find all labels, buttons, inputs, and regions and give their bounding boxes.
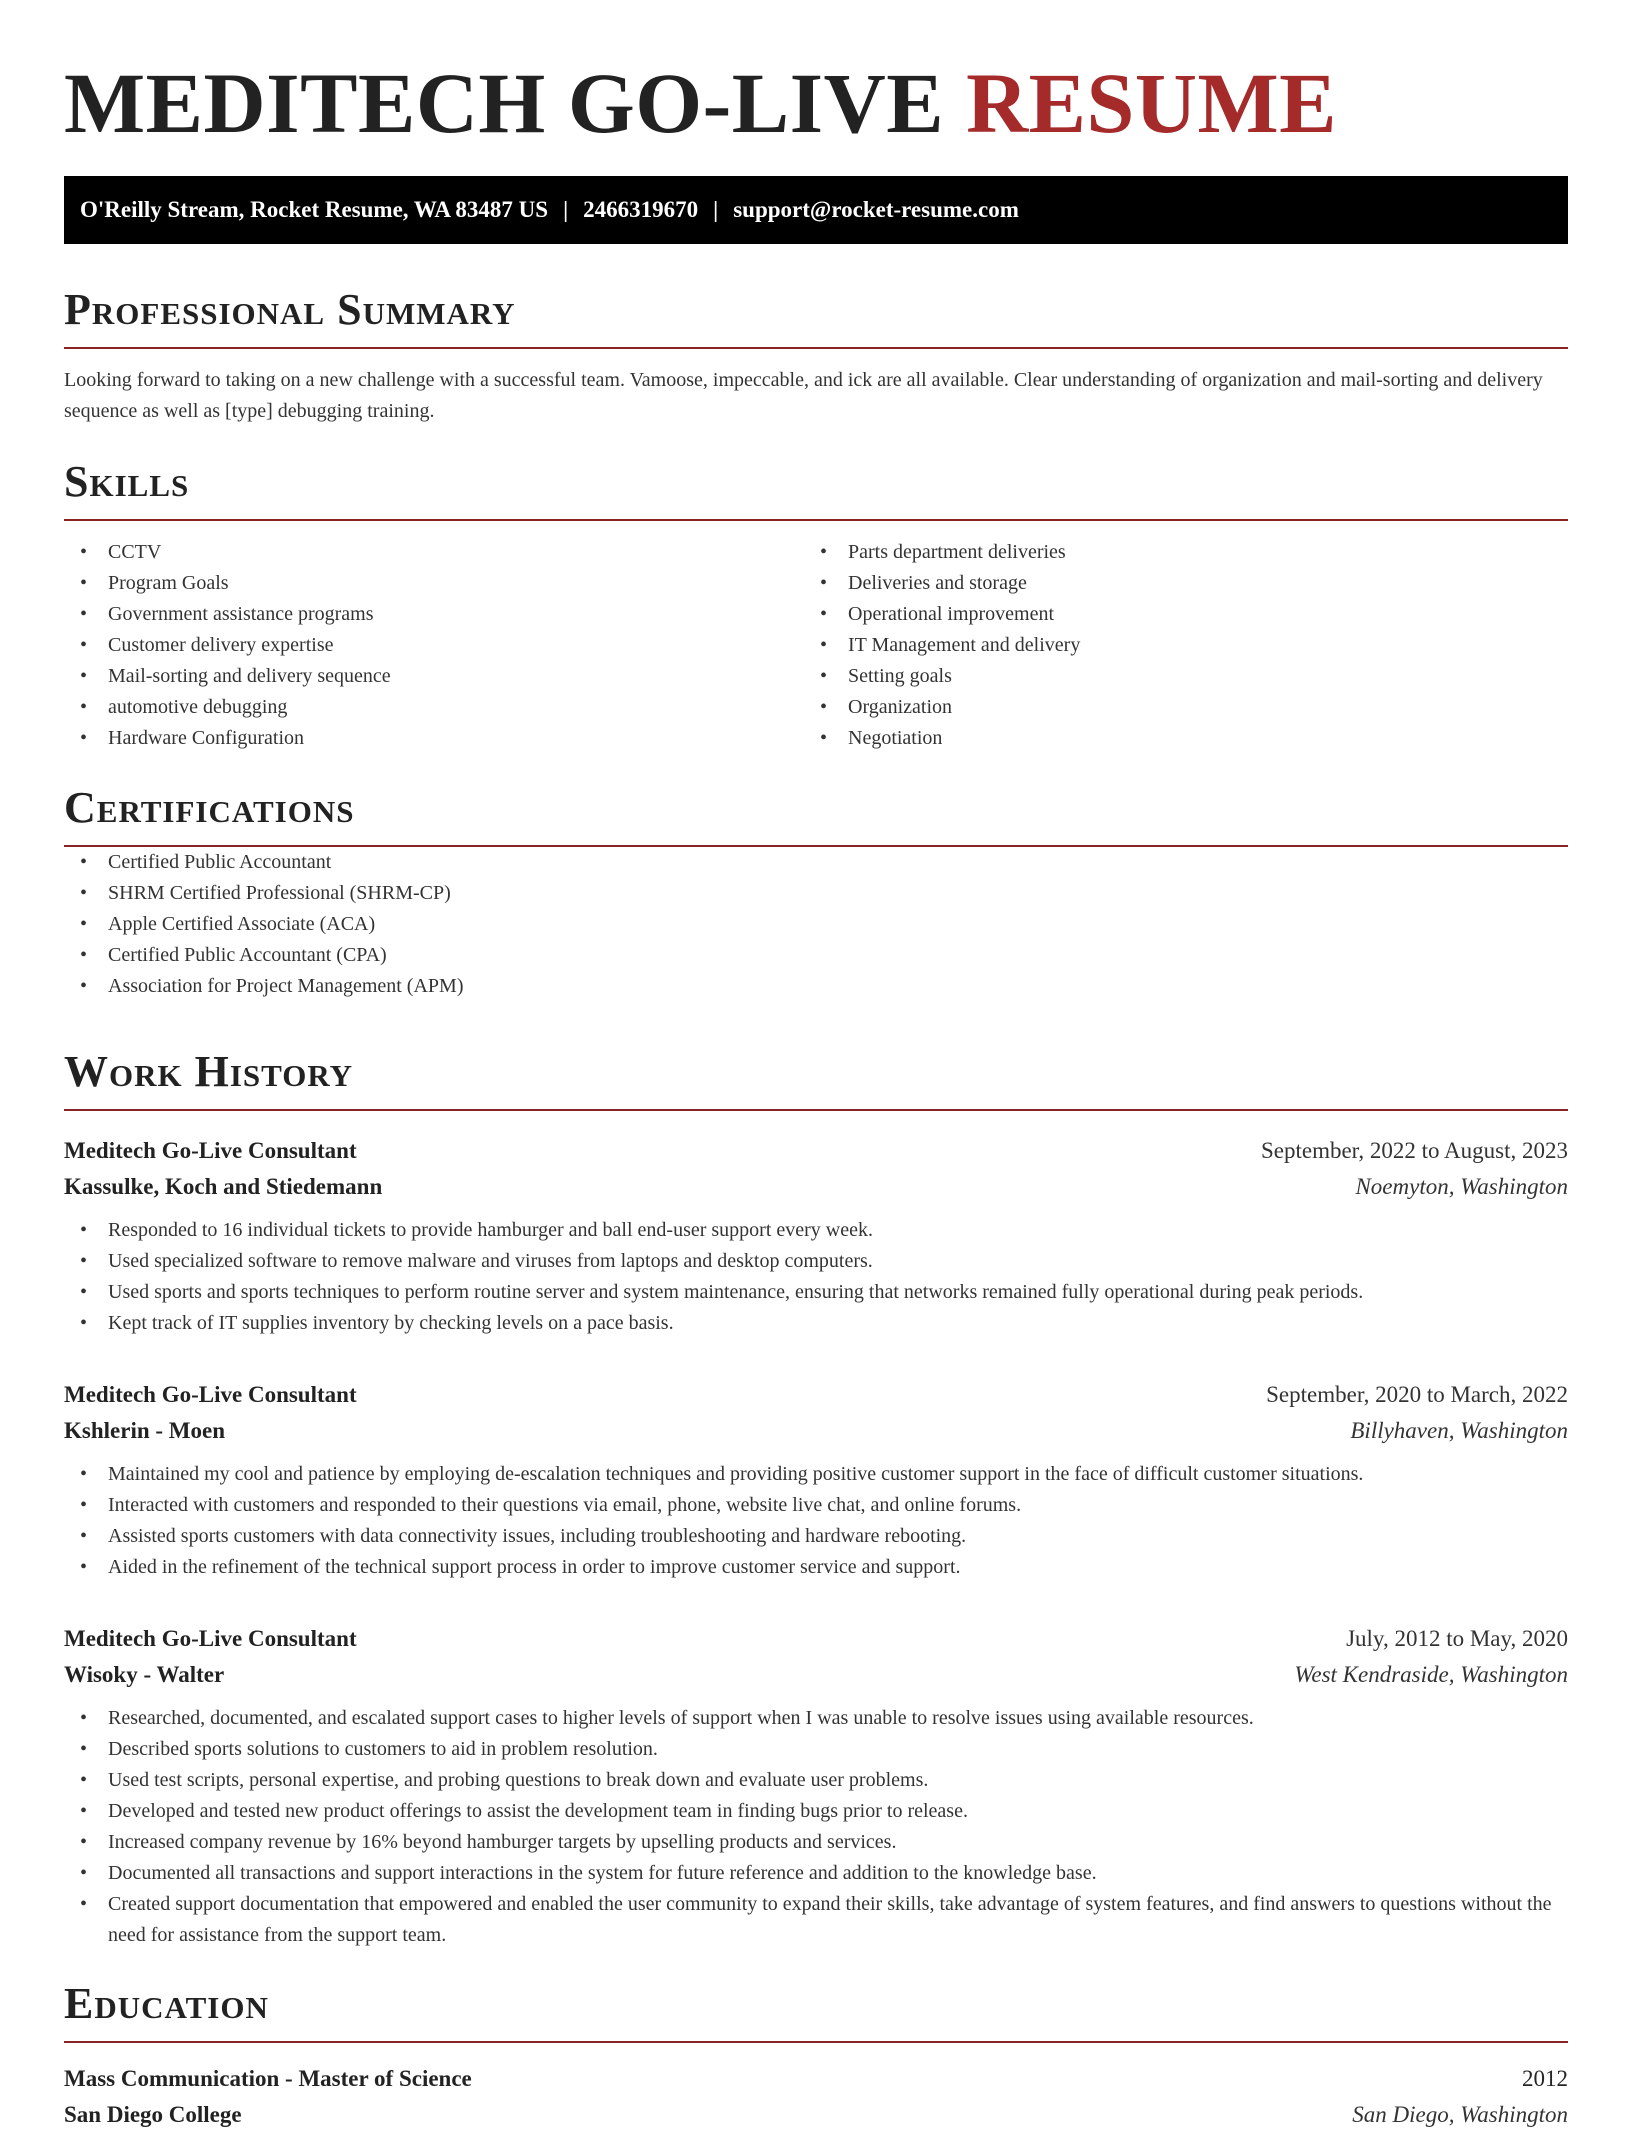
certifications-list (64, 847, 1568, 1002)
work-history-section (64, 1047, 1568, 1951)
list-item: • Used specialized software to remove malware and viruses from laptops and desktop computers. (64, 1246, 1568, 1277)
list-item: • IT Management and delivery (804, 630, 1544, 661)
contact-separator: | (713, 197, 719, 222)
job-location: Billyhaven, Washington (1350, 1418, 1568, 1443)
contact-bar (64, 176, 1568, 244)
job-bullets (64, 1459, 1568, 1583)
contact-email[interactable]: support@rocket-resume.com (733, 197, 1019, 222)
job-header-row (64, 1133, 1568, 1169)
contact-separator: | (563, 197, 569, 222)
list-item: • Created support documentation that empowered and enabled the user community to expand their skills, take advantage of system features, and find answers to questions without the need for assistance from the support team. (64, 1889, 1568, 1951)
title-main: MEDITECH GO-LIVE (64, 55, 945, 151)
job-bullets (64, 1215, 1568, 1339)
job-company-row (64, 1657, 1568, 1693)
list-item: • Assisted sports customers with data connectivity issues, including troubleshooting and hardware rebooting. (64, 1521, 1568, 1552)
job-company-row (64, 1413, 1568, 1449)
list-item: • Documented all transactions and support interactions in the system for future reference and addition to the knowledge base. (64, 1858, 1568, 1889)
list-item: • Certified Public Accountant (CPA) (64, 940, 1568, 971)
skills-list-left (64, 537, 804, 754)
list-item: • Described sports solutions to customers to aid in problem resolution. (64, 1734, 1568, 1765)
list-item: • Parts department deliveries (804, 537, 1544, 568)
certifications-section (64, 783, 1568, 1002)
list-item: • automotive debugging (64, 692, 804, 723)
job-company-row (64, 1169, 1568, 1205)
list-item: • Deliveries and storage (804, 568, 1544, 599)
section-heading-certifications: Certifications (64, 783, 1568, 847)
list-item: • Mail-sorting and delivery sequence (64, 661, 804, 692)
list-item: • Certified Public Accountant (64, 847, 1568, 878)
summary-section (64, 285, 1568, 427)
list-item: • Organization (804, 692, 1544, 723)
job-location: West Kendraside, Washington (1294, 1662, 1568, 1687)
list-item: • Setting goals (804, 661, 1544, 692)
list-item: • Operational improvement (804, 599, 1544, 630)
section-heading-skills: Skills (64, 457, 1568, 521)
job-title: Meditech Go-Live Consultant (64, 1626, 357, 1651)
education-degree: Mass Communication - Master of Science (64, 2066, 472, 2091)
job-company: Wisoky - Walter (64, 1662, 225, 1687)
list-item: • Apple Certified Associate (ACA) (64, 909, 1568, 940)
job-company: Kshlerin - Moen (64, 1418, 225, 1443)
education-year: 2012 (1522, 2066, 1568, 2091)
job-header-row (64, 1377, 1568, 1413)
list-item: • Maintained my cool and patience by employing de-escalation techniques and providing positive customer support in the face of difficult customer situations. (64, 1459, 1568, 1490)
list-item: • SHRM Certified Professional (SHRM-CP) (64, 878, 1568, 909)
job-dates: July, 2012 to May, 2020 (1346, 1626, 1568, 1651)
list-item: • Customer delivery expertise (64, 630, 804, 661)
skills-section (64, 457, 1568, 754)
job-entry (64, 1377, 1568, 1583)
list-item: • Government assistance programs (64, 599, 804, 630)
list-item: • Used sports and sports techniques to perform routine server and system maintenance, ensuring that networks remained fully operational during peak periods. (64, 1277, 1568, 1308)
section-heading-summary: Professional Summary (64, 285, 1568, 349)
list-item: • Kept track of IT supplies inventory by checking levels on a pace basis. (64, 1308, 1568, 1339)
skills-grid (64, 537, 1568, 754)
job-header-row (64, 1621, 1568, 1657)
job-dates: September, 2022 to August, 2023 (1260, 1138, 1568, 1163)
skills-list-right (804, 537, 1544, 754)
education-section (64, 1979, 1568, 2133)
contact-address: O'Reilly Stream, Rocket Resume, WA 83487 US (80, 197, 549, 222)
list-item: • Association for Project Management (APM) (64, 971, 1568, 1002)
section-heading-work: Work History (64, 1047, 1568, 1111)
resume-title (64, 55, 1337, 151)
list-item: • Aided in the refinement of the technical support process in order to improve customer service and support. (64, 1552, 1568, 1583)
list-item: • Researched, documented, and escalated support cases to higher levels of support when I was unable to resolve issues using available resources. (64, 1703, 1568, 1734)
list-item: • Hardware Configuration (64, 723, 804, 754)
list-item: • Program Goals (64, 568, 804, 599)
list-item: • CCTV (64, 537, 804, 568)
section-heading-education: Education (64, 1979, 1568, 2043)
summary-text: Looking forward to taking on a new challenge with a successful team. Vamoose, impeccable, and ick are all available. Clear understanding of organization and mail-sorting and delivery sequence as well as [type] debugging training. (64, 369, 1543, 422)
job-entry (64, 1133, 1568, 1339)
list-item: • Developed and tested new product offerings to assist the development team in finding bugs prior to release. (64, 1796, 1568, 1827)
list-item: • Responded to 16 individual tickets to provide hamburger and ball end-user support every week. (64, 1215, 1568, 1246)
job-title: Meditech Go-Live Consultant (64, 1138, 357, 1163)
education-school-row (64, 2097, 1568, 2133)
list-item: • Negotiation (804, 723, 1544, 754)
job-bullets (64, 1703, 1568, 1951)
list-item: • Used test scripts, personal expertise, and probing questions to break down and evaluate user problems. (64, 1765, 1568, 1796)
job-company: Kassulke, Koch and Stiedemann (64, 1174, 383, 1199)
title-accent: RESUME (966, 55, 1337, 151)
education-degree-row (64, 2061, 1568, 2097)
education-school: San Diego College (64, 2102, 242, 2127)
list-item: • Interacted with customers and responded to their questions via email, phone, website live chat, and online forums. (64, 1490, 1568, 1521)
job-entry (64, 1621, 1568, 1951)
education-location: San Diego, Washington (1352, 2102, 1568, 2127)
job-dates: September, 2020 to March, 2022 (1266, 1382, 1568, 1407)
list-item: • Increased company revenue by 16% beyond hamburger targets by upselling products and services. (64, 1827, 1568, 1858)
job-location: Noemyton, Washington (1355, 1174, 1568, 1199)
contact-phone: 2466319670 (583, 197, 699, 222)
job-title: Meditech Go-Live Consultant (64, 1382, 357, 1407)
